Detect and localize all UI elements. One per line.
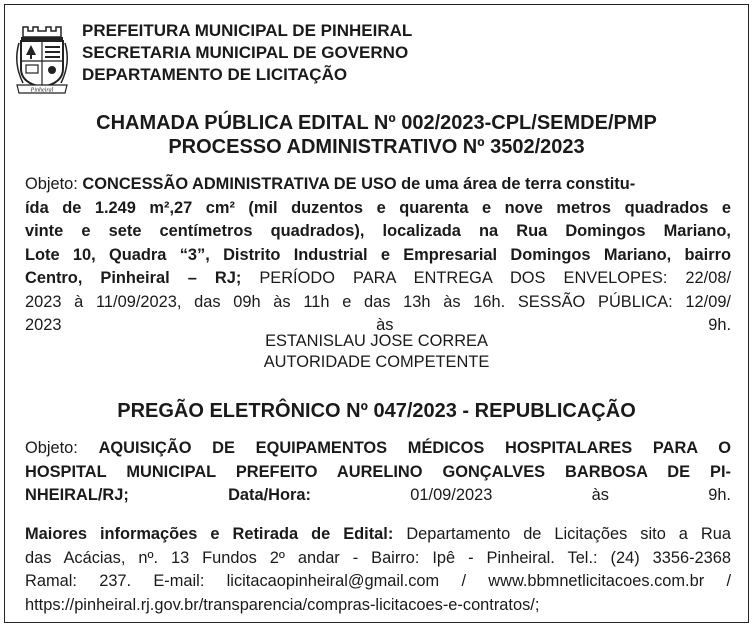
info-text: das Acácias, nº. 13 Fundos 2º andar - Bairro: Ipê - Pinheiral. Tel.: (24) 3356-2368 [25, 548, 731, 567]
object-text: 2023 à 11/09/2023, das 09h às 11h e das 13h às 16h. SESSÃO PÚBLICA: 12/09/ [25, 292, 731, 311]
notice1-object [25, 173, 731, 338]
object-text: Lote 10, Quadra “3”, Distrito Industrial e Empresarial Domingos Mariano, bairro [25, 245, 731, 264]
object-text: PERÍODO PARA ENTREGA DOS ENVELOPES: 22/08/ [259, 269, 731, 287]
notice2-object [25, 437, 731, 508]
notice1-title-line1: CHAMADA PÚBLICA EDITAL Nº 002/2023-CPL/SEMDE/PMP [96, 112, 657, 134]
object-text: Centro, Pinheiral – RJ; [25, 269, 242, 287]
object-label: Objeto: [25, 175, 78, 193]
issuer-header [82, 20, 412, 86]
signatory-name: ESTANISLAU JOSE CORREA [265, 332, 488, 350]
municipal-crest-icon [11, 23, 73, 95]
notice2-title: PREGÃO ELETRÔNICO Nº 047/2023 - REPUBLICAÇÃO [117, 400, 636, 422]
object-text: vinte e sete centímetros quadrados), localizada na Rua Domingos Mariano, [25, 222, 731, 240]
contact-info [25, 523, 731, 617]
info-label: Maiores informações e Retirada de Edital: [25, 525, 394, 543]
info-text: Departamento de Licitações sito a Rua [406, 525, 731, 543]
object-text: HOSPITAL MUNICIPAL PREFEITO AURELINO GONÇALVES BARBOSA DE PI- [25, 462, 731, 481]
issuer-line: PREFEITURA MUNICIPAL DE PINHEIRAL [82, 21, 413, 40]
info-text: Ramal: 237. E-mail: licitacaopinheiral@gmail.com / www.bbmnetlicitacoes.com.br / [25, 572, 731, 590]
issuer-line: DEPARTAMENTO DE LICITAÇÃO [82, 65, 348, 84]
object-text: ída de 1.249 m²,27 cm² (mil duzentos e quarenta e nove metros quadrados e [25, 198, 731, 217]
object-text: 2023 às 9h. [25, 316, 731, 334]
info-text: https://pinheiral.rj.gov.br/transparencia/compras-licitacoes-e-contratos/; [25, 595, 540, 614]
public-notice [4, 4, 749, 623]
object-text: NHEIRAL/RJ; Data/Hora: [25, 486, 311, 504]
object-text: CONCESSÃO ADMINISTRATIVA DE USO de uma área de terra constitu- [82, 175, 636, 193]
issuer-line: SECRETARIA MUNICIPAL DE GOVERNO [82, 43, 409, 62]
signatory-role: AUTORIDADE COMPETENTE [263, 353, 490, 371]
notice1-title-line2: PROCESSO ADMINISTRATIVO Nº 3502/2023 [168, 136, 585, 158]
crest-scroll-text: Pinheiral [30, 87, 54, 94]
date-value: 01/09/2023 às 9h. [410, 486, 731, 504]
object-label: Objeto: [25, 439, 78, 457]
object-text: AQUISIÇÃO DE EQUIPAMENTOS MÉDICOS HOSPITALARES PARA O [98, 439, 731, 457]
